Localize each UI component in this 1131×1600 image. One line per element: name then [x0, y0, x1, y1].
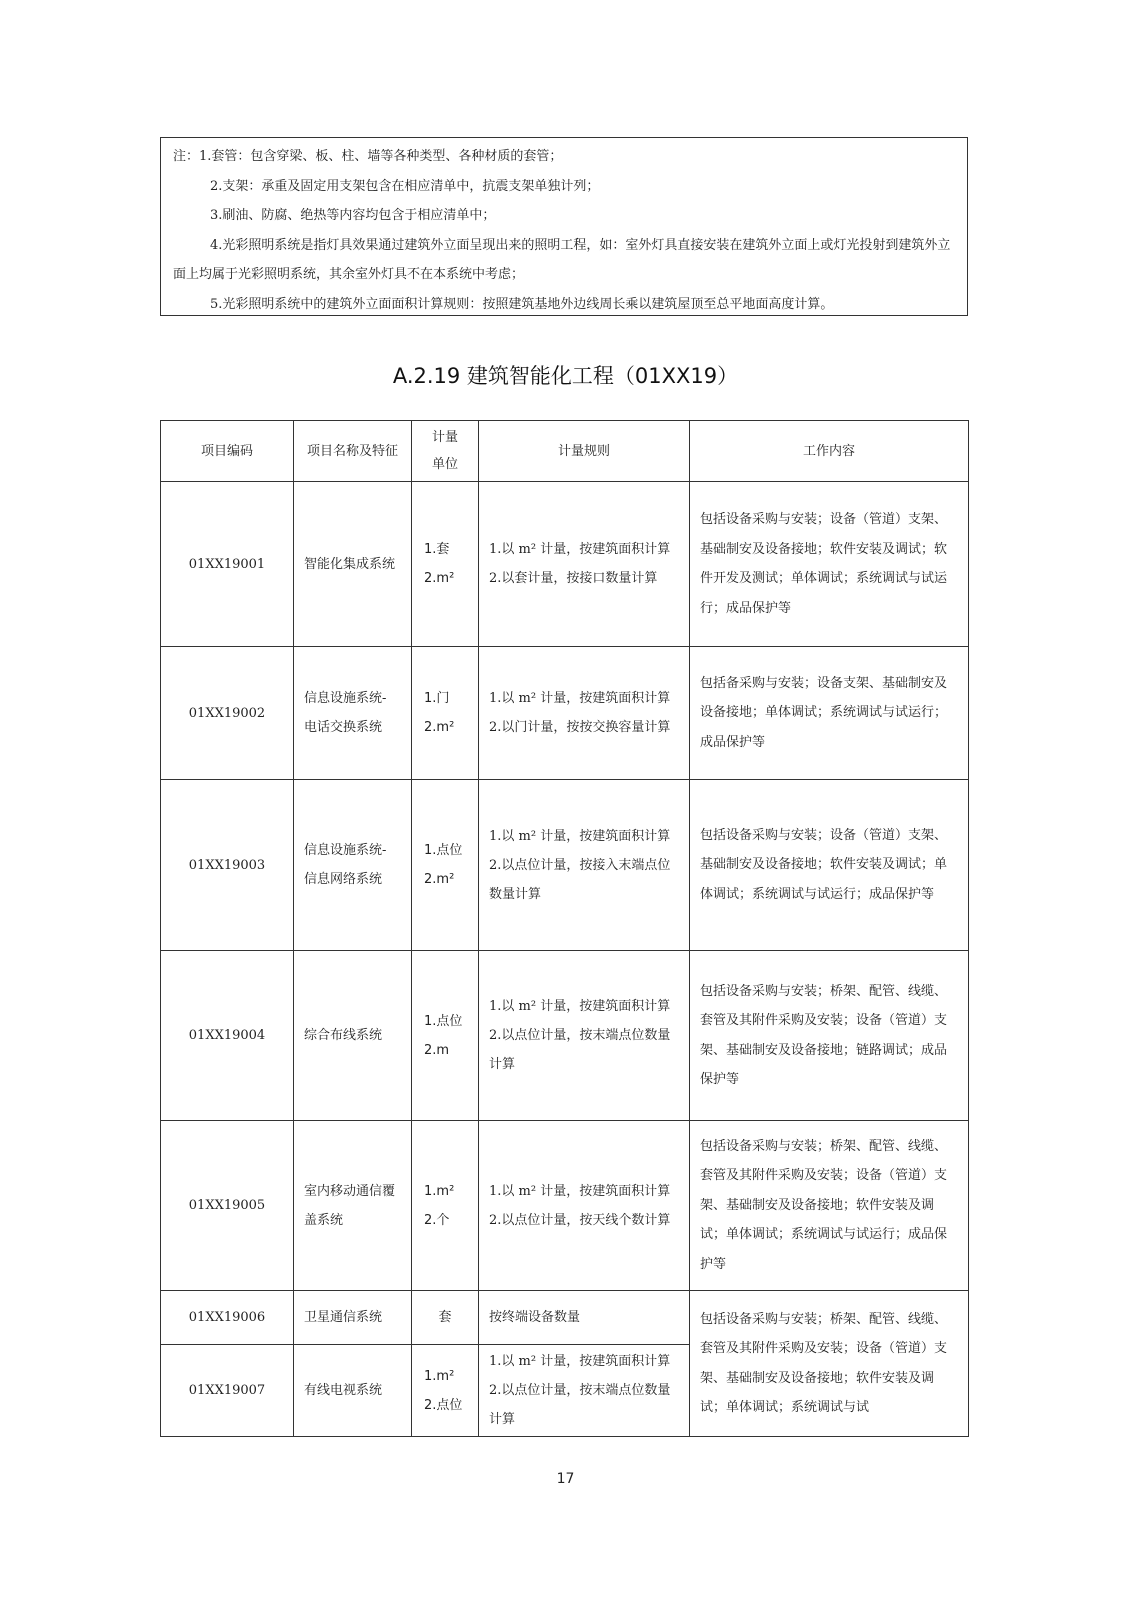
item-code: 01XX19006	[161, 1291, 294, 1345]
note-2: 2.支架：承重及固定用支架包含在相应清单中，抗震支架单独计列；	[210, 178, 600, 194]
item-unit: 1.点位 2.m	[412, 951, 479, 1121]
item-work: 包括设备采购与安装；设备（管道）支架、基础制安及设备接地；软件安装及调试；单体调试；系统调试与试运行；成品保护等	[690, 780, 969, 951]
item-code: 01XX19005	[161, 1121, 294, 1291]
section-title: A.2.19 建筑智能化工程（01XX19）	[392, 364, 739, 388]
table-row	[161, 1291, 969, 1345]
item-code: 01XX19003	[161, 780, 294, 951]
item-rule: 按终端设备数量	[479, 1291, 690, 1345]
item-unit: 1.m² 2.个	[412, 1121, 479, 1291]
note-5: 5.光彩照明系统中的建筑外立面面积计算规则：按照建筑基地外边线周长乘以建筑屋顶至总平地面高度计算。	[210, 296, 834, 312]
note-4: 4.光彩照明系统是指灯具效果通过建筑外立面呈现出来的照明工程，如：室外灯具直接安装在建筑外立面上或灯光投射到建筑外立面上均属于光彩照明系统，其余室外灯具不在本系统中考虑；	[173, 237, 951, 282]
item-work: 包括设备采购与安装；桥架、配管、线缆、套管及其附件采购及安装；设备（管道）支架、基础制安及设备接地；软件安装及调试；单体调试；系统调试与试运行；成品保护等	[690, 1121, 969, 1291]
note-1: 注：1.套管：包含穿梁、板、柱、墙等各种类型、各种材质的套管；	[173, 149, 563, 164]
item-code: 01XX19002	[161, 647, 294, 780]
header-unit: 计量 单位	[412, 421, 479, 482]
item-rule: 1.以 m² 计量，按建筑面积计算 2.以门计量，按按交换容量计算	[479, 647, 690, 780]
item-unit: 1.点位 2.m²	[412, 780, 479, 951]
item-code: 01XX19004	[161, 951, 294, 1121]
item-name: 信息设施系统- 电话交换系统	[294, 647, 412, 780]
table-row	[161, 780, 969, 951]
item-work: 包括设备采购与安装；设备（管道）支架、基础制安及设备接地；软件安装及调试；软件开发及测试；单体调试；系统调试与试运行；成品保护等	[690, 482, 969, 647]
header-code: 项目编码	[161, 421, 294, 482]
item-name: 有线电视系统	[294, 1345, 412, 1437]
item-unit: 1.m² 2.点位	[412, 1345, 479, 1437]
note-3: 3.刷油、防腐、绝热等内容均包含于相应清单中；	[210, 208, 496, 223]
item-name: 室内移动通信覆盖系统	[294, 1121, 412, 1291]
spec-table	[160, 420, 969, 1437]
table-header-row	[161, 421, 969, 482]
table-row	[161, 951, 969, 1121]
item-name: 卫星通信系统	[294, 1291, 412, 1345]
item-work: 包括设备采购与安装；桥架、配管、线缆、套管及其附件采购及安装；设备（管道）支架、基础制安及设备接地；链路调试；成品保护等	[690, 951, 969, 1121]
table-row	[161, 1121, 969, 1291]
item-unit: 1.门 2.m²	[412, 647, 479, 780]
item-name: 信息设施系统- 信息网络系统	[294, 780, 412, 951]
item-rule: 1.以 m² 计量，按建筑面积计算 2.以点位计量，按接入末端点位数量计算	[479, 780, 690, 951]
item-rule: 1.以 m² 计量，按建筑面积计算 2.以点位计量，按天线个数计算	[479, 1121, 690, 1291]
item-rule: 1.以 m² 计量，按建筑面积计算 2.以点位计量，按末端点位数量计算	[479, 951, 690, 1121]
header-rule: 计量规则	[479, 421, 690, 482]
item-rule: 1.以 m² 计量，按建筑面积计算 2.以套计量，按接口数量计算	[479, 482, 690, 647]
header-name: 项目名称及特征	[294, 421, 412, 482]
header-work: 工作内容	[690, 421, 969, 482]
item-rule: 1.以 m² 计量，按建筑面积计算 2.以点位计量，按末端点位数量计算	[479, 1345, 690, 1437]
item-work: 包括设备采购与安装；桥架、配管、线缆、套管及其附件采购及安装；设备（管道）支架、基础制安及设备接地；软件安装及调试；单体调试；系统调试与试	[690, 1291, 969, 1437]
item-work: 包括备采购与安装；设备支架、基础制安及设备接地；单体调试；系统调试与试运行；成品保护等	[690, 647, 969, 780]
item-code: 01XX19001	[161, 482, 294, 647]
item-unit: 套	[412, 1291, 479, 1345]
item-unit: 1.套 2.m²	[412, 482, 479, 647]
item-code: 01XX19007	[161, 1345, 294, 1437]
item-name: 综合布线系统	[294, 951, 412, 1121]
page-number: 17	[556, 1471, 575, 1487]
notes-box	[160, 137, 968, 316]
item-name: 智能化集成系统	[294, 482, 412, 647]
table-row	[161, 647, 969, 780]
table-row	[161, 482, 969, 647]
